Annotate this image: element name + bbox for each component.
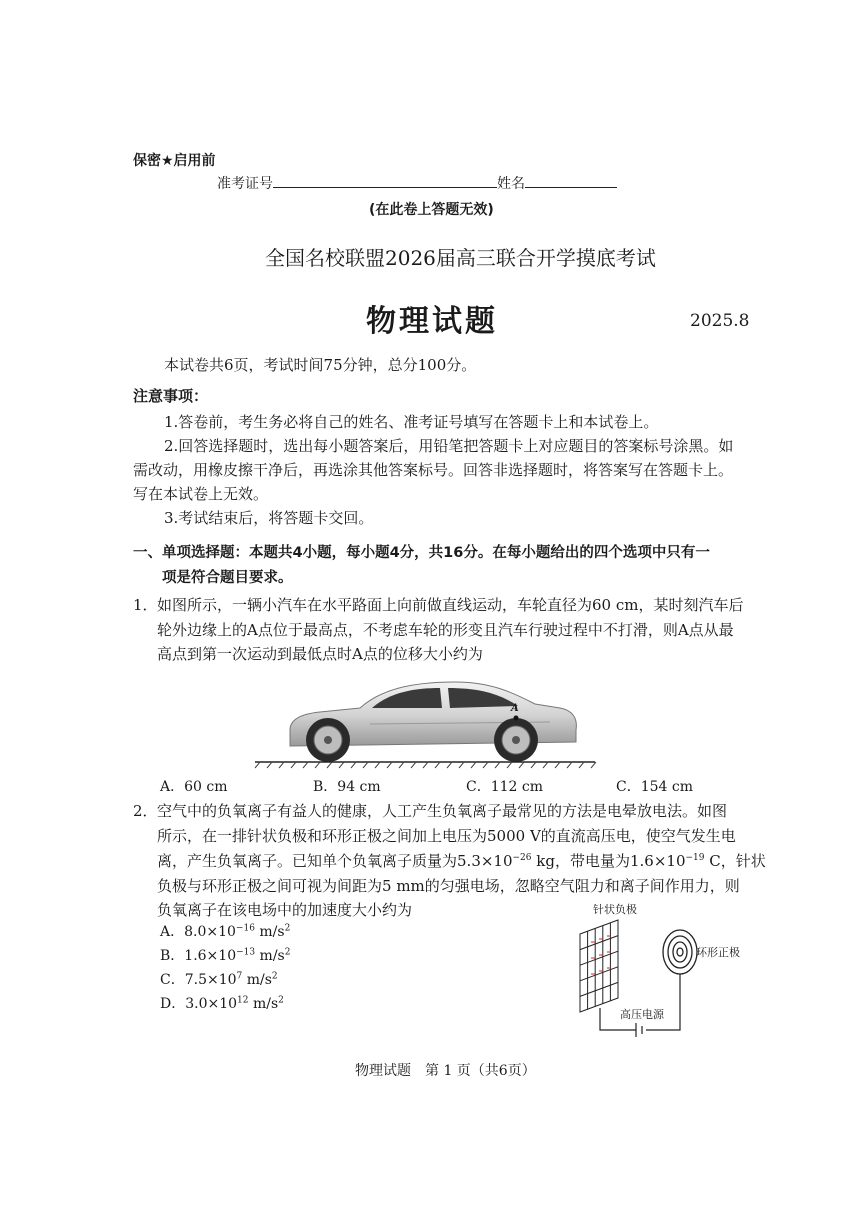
option-unit: m/s <box>254 924 285 940</box>
notes-heading: 注意事项： <box>133 387 209 405</box>
option-unit-power: 2 <box>284 947 291 958</box>
option-unit-power: 2 <box>271 971 278 982</box>
invalid-note: (在此卷上答题无效) <box>369 202 494 218</box>
q1-number: 1． <box>133 596 158 614</box>
name-label: 姓名 <box>497 176 525 192</box>
exam-id-blank <box>273 173 497 188</box>
note-item: 2.回答选择题时，选出每小题答案后，用铅笔把答题卡上对应题目的答案标号涂黑。如 <box>164 437 734 455</box>
q2-text: 离，产生负氧离子。已知单个负氧离子质量为5.3×10 <box>157 852 513 870</box>
point-a-label: A <box>511 703 519 714</box>
q1-stem: 高点到第一次运动到最低点时A点的位移大小约为 <box>157 645 483 663</box>
option-unit: m/s <box>255 948 285 964</box>
q2-option-c[interactable] <box>160 969 278 989</box>
q2-option-a[interactable] <box>160 921 290 941</box>
exam-id-label: 准考证号 <box>217 176 273 192</box>
exam-date: 2025.8 <box>690 311 750 331</box>
q2-stem: 空气中的负氧离子有益人的健康，人工产生负氧离子最常见的方法是电晕放电法。如图 <box>157 802 728 820</box>
point-a-dot <box>514 716 519 721</box>
q2-text: C，针状 <box>704 852 766 870</box>
q1-stem: 轮外边缘上的A点位于最高点，不考虑车轮的形变且汽车行驶过程中不打滑，则A点从最 <box>157 621 734 639</box>
page-footer: 物理试题 第 1 页（共6页） <box>355 1063 536 1079</box>
q2-exponent: −19 <box>685 853 705 863</box>
confidential-mark: 保密★启用前 <box>133 153 216 169</box>
option-text: C．7.5×10 <box>160 972 237 988</box>
option-exponent: 12 <box>237 995 249 1006</box>
q1-option-b[interactable]: B．94 cm <box>313 779 381 795</box>
note-item: 写在本试卷上无效。 <box>133 485 269 503</box>
negative-electrode-label: 针状负极 <box>593 903 637 916</box>
option-unit-power: 2 <box>284 923 291 934</box>
section-heading-cont: 项是符合题目要求。 <box>162 570 293 586</box>
q2-option-d[interactable] <box>160 993 284 1013</box>
q2-number: 2． <box>133 802 158 820</box>
corona-discharge-diagram <box>570 912 720 1040</box>
q1-stem: 如图所示，一辆小汽车在水平路面上向前做直线运动，车轮直径为60 cm，某时刻汽车后 <box>157 596 744 614</box>
option-text: B．1.6×10 <box>160 948 237 964</box>
exam-title: 全国名校联盟2026届高三联合开学摸底考试 <box>265 246 656 270</box>
q2-option-b[interactable] <box>160 945 290 965</box>
positive-electrode-label: 环形正极 <box>696 946 740 959</box>
note-item: 3.考试结束后，将答题卡交回。 <box>164 509 374 527</box>
ring-electrode <box>663 930 697 974</box>
car-figure <box>250 668 600 772</box>
q2-stem: 所示，在一排针状负极和环形正极之间加上电压为5000 V的直流高压电，使空气发生电 <box>157 827 736 845</box>
q2-stem: 负极与环形正极之间可视为间距为5 mm的匀强电场，忽略空气阻力和离子间作用力，则 <box>157 877 740 895</box>
option-text: D．3.0×10 <box>160 996 238 1012</box>
intro-text: 本试卷共6页，考试时间75分钟，总分100分。 <box>164 356 477 374</box>
power-source-label: 高压电源 <box>620 1008 664 1021</box>
q2-text: kg，带电量为1.6×10 <box>531 852 686 870</box>
q2-stem <box>157 848 766 874</box>
q1-option-a[interactable]: A．60 cm <box>160 779 228 795</box>
q1-option-c[interactable]: C．112 cm <box>466 779 543 795</box>
note-item: 需改动，用橡皮擦干净后，再选涂其他答案标号。回答非选择题时，将答案写在答题卡上。 <box>133 461 734 479</box>
q1-option-d[interactable]: C．154 cm <box>616 779 693 795</box>
option-exponent: −16 <box>235 923 255 934</box>
section-heading: 一、单项选择题：本题共4小题，每小题4分，共16分。在每小题给出的四个选项中只有一 <box>133 545 710 561</box>
option-unit-power: 2 <box>278 995 284 1006</box>
option-unit: m/s <box>248 996 279 1012</box>
exam-id-row <box>217 173 617 193</box>
q2-stem: 负氧离子在该电场中的加速度大小约为 <box>157 901 413 919</box>
q2-exponent: −26 <box>512 853 532 863</box>
subject-title: 物理试题 <box>366 304 498 339</box>
needle-electrode-grid <box>580 920 618 1012</box>
name-blank <box>525 173 617 188</box>
option-unit: m/s <box>242 972 272 988</box>
option-exponent: −13 <box>236 947 256 958</box>
note-item: 1.答卷前，考生务必将自己的姓名、准考证号填写在答题卡上和本试卷上。 <box>164 413 659 431</box>
option-text: A．8.0×10 <box>160 924 236 940</box>
option-exponent: 7 <box>236 971 243 982</box>
